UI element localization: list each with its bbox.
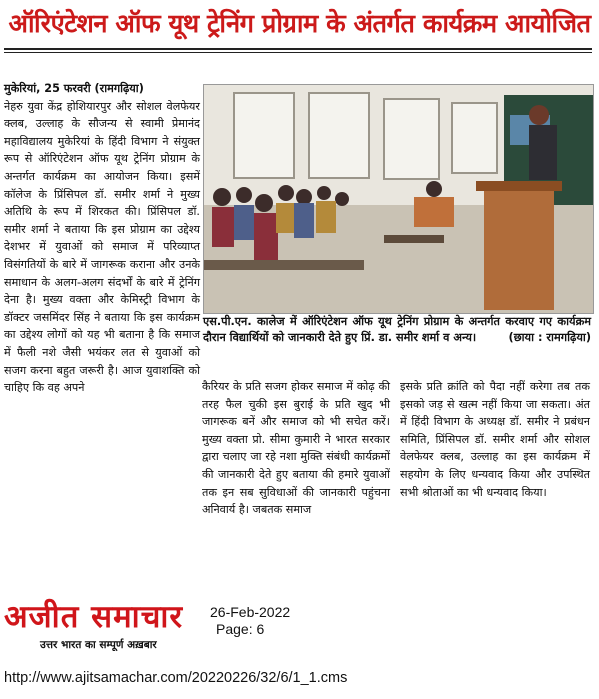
newspaper-logo-title: अजीत समाचार bbox=[4, 599, 184, 635]
article-body-middle: कैरियर के प्रति सजग होकर समाज में कोढ़ की तरह फैल चुकी इस बुराई के प्रति खुद भी जागरूक बनें और समाज को भी सचेत करें। मुख्य वक्ता प्रो. सीमा कुमारी ने भारत सरकार द्वारा चलाए जा रहे नशा मुक्ति संबंधी कार्यक्रमों की जानकारी देते हुए बताया की हमारे युवाओं तक इन सब सुविधाओं की जानकारी पहुंचना अनिवार्य है। जबतक समाज bbox=[202, 380, 390, 517]
headline-rule-thin bbox=[4, 52, 592, 53]
article-dateline: मुकेरियां, 25 फरवरी (रामगढ़िया) bbox=[4, 82, 144, 95]
news-photo bbox=[203, 84, 594, 314]
headline-rule bbox=[4, 48, 592, 50]
classroom-photo-illustration bbox=[204, 85, 593, 313]
article-left-column bbox=[4, 80, 200, 397]
article-body-right: इसके प्रति क्रांति को पैदा नहीं करेगा तब तक इसको जड़ से खत्म नहीं किया जा सकता। अंत में हिंदी विभाग के अध्यक्ष डॉ. समीर ने प्रबंधन समिति, प्रिंसिपल डॉ. समीर शर्मा और सोशल वेलफेयर क्लब, उल्लाह का इस कार्यक्रम में सहयोग के लिए धन्यवाद किया और उपस्थित सभी श्रोताओं का भी धन्यवाद किया। bbox=[400, 380, 590, 499]
photo-credit: (छाया : रामगढ़िया) bbox=[508, 331, 591, 344]
page-number: Page: 6 bbox=[216, 621, 265, 637]
publication-date: 26-Feb-2022 bbox=[210, 604, 291, 620]
article-body-left: नेहरु युवा केंद्र होशियारपुर और सोशल वेलफेयर क्लब, उल्लाह के सौजन्य से स्वामी प्रेमानंद महाविद्यालय मुकेरियां के हिंदी विभाग ने संयुक्त रूप से ऑरिएंटेशन ऑफ यूथ ट्रेनिंग प्रोग्राम के अन्तर्गत कार्यक्रम का आयोजन किया। इसमें कॉलेज के प्रिंसिपल डॉ. समीर शर्मा ने मुख्य अतिथि के रूप में शिरकत की। प्रिंसिपल डॉ. समीर शर्मा ने बताया कि इस प्रोग्राम का उद्देश्य देशभर में युवाओं को समाज में परिव्याप्त विसंगतियों के बारे में जागरूक कराना और उनके समाधान के अलग-अलग संदर्भों के बारे में ट्रेनिंग देना है। मुख्य वक्ता और केमिस्ट्री विभाग के डॉक्टर जसमिंदर सिंह ने बताया कि इस कार्यक्रम का उद्देश्य लोगों को यह भी बताना है कि समाज में फैली नशे जैसी भयंकर लत से युवाओं को सजग करना बहुत जरूरी है। आज युवाशक्ति को चाहिए कि वह अपने bbox=[4, 99, 200, 395]
photo-caption bbox=[203, 314, 591, 374]
source-url: http://www.ajitsamachar.com/20220226/32/6/1_1.cms bbox=[4, 670, 348, 686]
newspaper-tagline: उत्तर भारत का सम्पूर्ण अख़बार bbox=[40, 639, 157, 651]
article-middle-column bbox=[202, 378, 390, 519]
headline: ऑरिएंटेशन ऑफ यूथ ट्रेनिंग प्रोग्राम के अंतर्गत कार्यक्रम आयोजित bbox=[8, 9, 591, 39]
publication-meta bbox=[210, 604, 290, 638]
newspaper-logo bbox=[4, 600, 204, 658]
article-right-column bbox=[400, 378, 590, 501]
photo-caption-text: एस.पी.एन. कालेज में ऑरिएंटेशन ऑफ यूथ ट्रेनिंग प्रोग्राम के अन्तर्गत करवाए गए कार्यक्रम दौरान विद्यार्थियों को जानकारी देते हुए प्रिं. डा. समीर शर्मा व अन्य। bbox=[203, 315, 591, 344]
